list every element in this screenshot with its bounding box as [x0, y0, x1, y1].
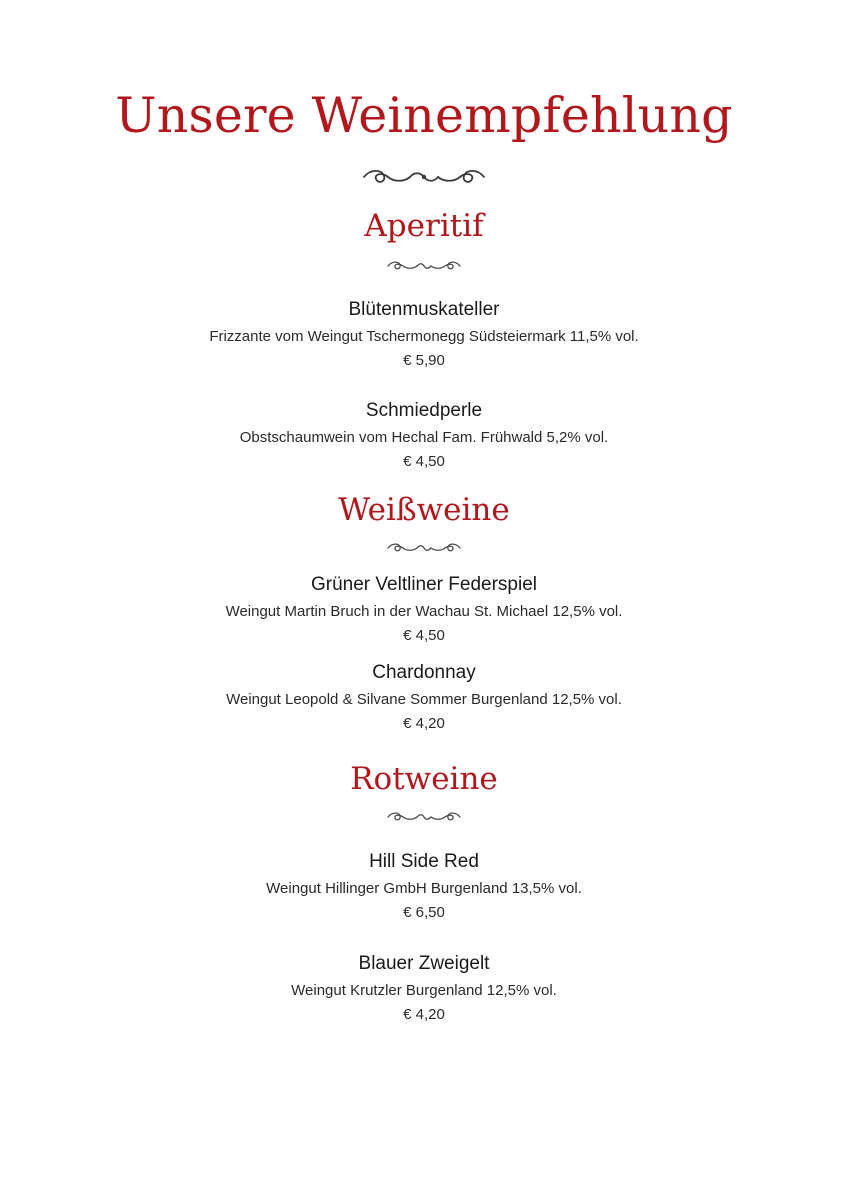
wine-description: Weingut Martin Bruch in der Wachau St. Michael 12,5% vol. — [225, 603, 623, 620]
small-scroll-flourish-icon — [0, 810, 848, 824]
wine-price: € 4,50 — [403, 453, 445, 470]
wine-price: € 4,50 — [403, 627, 445, 644]
wine-description: Weingut Hillinger GmbH Burgenland 13,5% vol. — [266, 880, 582, 897]
wine-name: Chardonnay — [372, 662, 476, 683]
wine-name: Grüner Veltliner Federspiel — [311, 574, 537, 595]
wine-name: Blütenmuskateller — [348, 299, 500, 320]
section-title-aperitif: Aperitif — [364, 208, 484, 244]
wine-name: Schmiedperle — [365, 400, 483, 421]
small-scroll-flourish-icon — [0, 541, 848, 555]
wine-description: Weingut Leopold & Silvane Sommer Burgenland 12,5% vol. — [226, 691, 622, 708]
small-scroll-flourish-icon — [0, 259, 848, 273]
wine-name: Blauer Zweigelt — [358, 953, 490, 974]
wine-name: Hill Side Red — [369, 851, 479, 872]
wine-price: € 5,90 — [403, 352, 445, 369]
wine-price: € 6,50 — [403, 904, 445, 921]
section-title-rotweine: Rotweine — [350, 761, 498, 797]
wine-price: € 4,20 — [403, 715, 445, 732]
wine-description: Frizzante vom Weingut Tschermonegg Südsteiermark 11,5% vol. — [209, 328, 639, 345]
page-title: Unsere Weinempfehlung — [115, 87, 733, 144]
section-title-weissweine: Weißweine — [338, 492, 510, 528]
wine-description: Obstschaumwein vom Hechal Fam. Frühwald 5,2% vol. — [239, 429, 609, 446]
wine-price: € 4,20 — [403, 1006, 445, 1023]
wine-description: Weingut Krutzler Burgenland 12,5% vol. — [291, 982, 557, 999]
scroll-flourish-icon — [0, 164, 848, 190]
